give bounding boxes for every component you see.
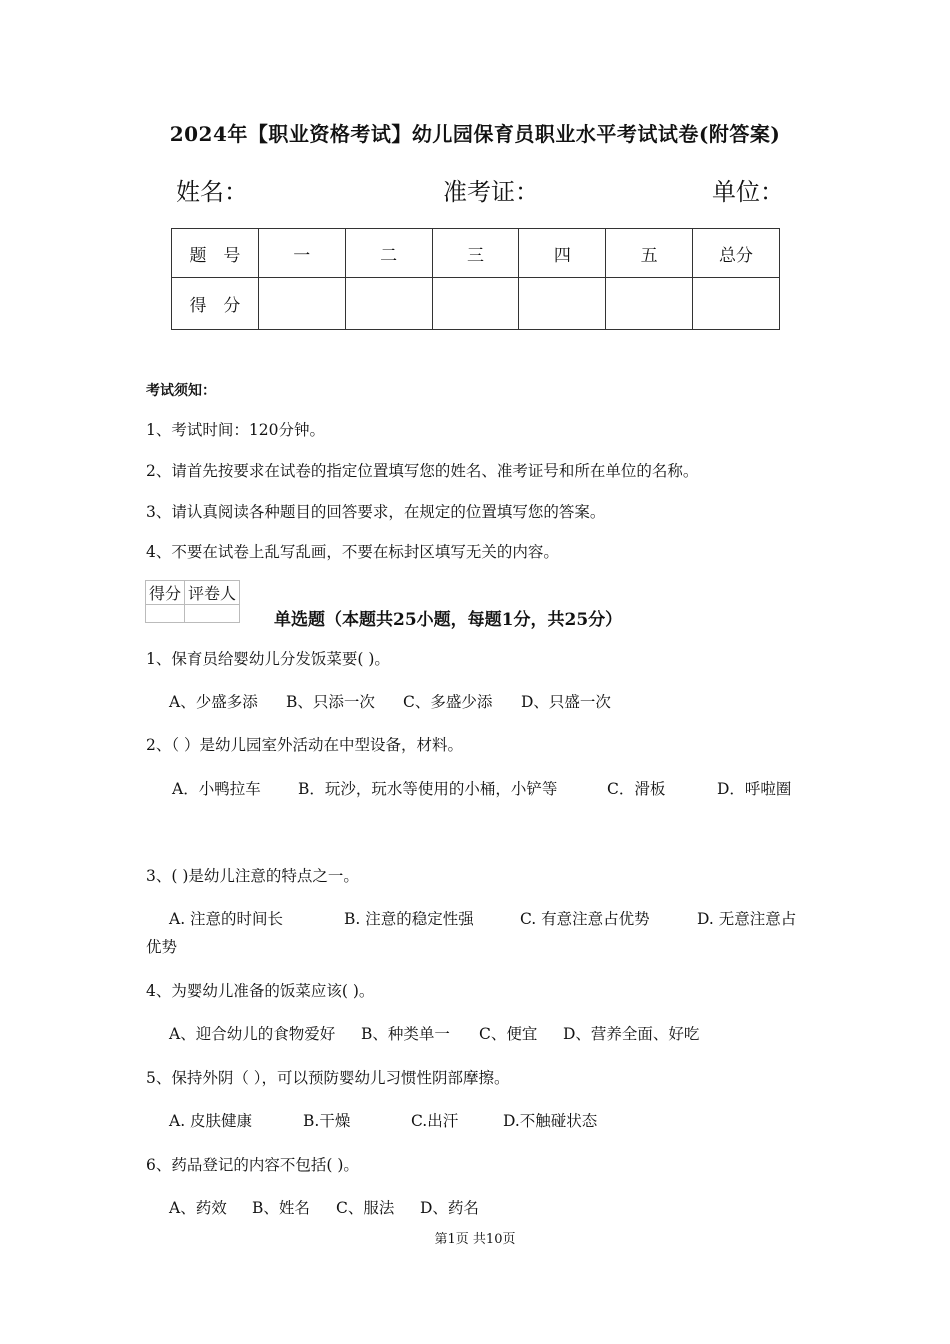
score-table-header-cell: 三: [432, 229, 519, 278]
score-table-header-cell: 一: [258, 229, 345, 278]
question-option: D、只盛一次: [521, 693, 611, 711]
grader-score-cell: [146, 605, 185, 623]
grader-box: [145, 580, 240, 623]
question-option: D. 无意注意占: [697, 910, 797, 928]
score-cell: [606, 278, 693, 330]
score-cell: [432, 278, 519, 330]
question-option: C.出汗: [411, 1112, 459, 1130]
score-cell: [258, 278, 345, 330]
question-option: D、药名: [420, 1199, 479, 1217]
notice-heading: 考试须知：: [146, 383, 216, 399]
question-option: D．呼啦圈: [717, 780, 792, 798]
page-footer: 第1页 共10页: [434, 1232, 516, 1247]
question-option: D.不触碰状态: [503, 1112, 598, 1130]
unit-field-label: 单位：: [712, 178, 784, 206]
grader-name-cell: [185, 605, 240, 623]
question-option: A．小鸭拉车: [172, 780, 261, 798]
question-option: A、迎合幼儿的食物爱好: [169, 1025, 336, 1043]
question-option-wrap: 优势: [146, 938, 178, 956]
score-table-score-row: [172, 278, 780, 330]
question-option: B．玩沙，玩水等使用的小桶，小铲等: [298, 780, 558, 798]
section-title: 单选题（本题共25小题，每题1分，共25分）: [274, 610, 623, 630]
notice-item: 1、考试时间：120分钟。: [146, 421, 325, 439]
question-option: B、只添一次: [286, 693, 375, 711]
score-row-label: 得 分: [172, 278, 259, 330]
question-option: A. 皮肤健康: [169, 1112, 253, 1130]
question-stem: 5、保持外阴（ ），可以预防婴幼儿习惯性阴部摩擦。: [146, 1069, 510, 1087]
exam-id-field-label: 准考证：: [443, 178, 539, 206]
score-table-header-cell: 四: [519, 229, 606, 278]
name-field-label: 姓名：: [176, 178, 248, 206]
exam-title: 2024年【职业资格考试】幼儿园保育员职业水平考试试卷(附答案): [169, 122, 781, 146]
notice-item: 3、请认真阅读各种题目的回答要求，在规定的位置填写您的答案。: [146, 503, 606, 521]
score-table-header-row: [172, 229, 780, 278]
grader-name-label: 评卷人: [185, 581, 240, 605]
grader-score-label: 得分: [146, 581, 185, 605]
question-option: C、多盛少添: [403, 693, 493, 711]
question-option: C．滑板: [607, 780, 666, 798]
question-stem: 1、保育员给婴幼儿分发饭菜要( )。: [146, 650, 390, 668]
score-cell: [693, 278, 780, 330]
question-stem: 6、药品登记的内容不包括( )。: [146, 1156, 359, 1174]
question-option: B.干燥: [303, 1112, 351, 1130]
question-stem: 2、（ ）是幼儿园室外活动在中型设备，材料。: [146, 736, 464, 754]
score-table-header-cell: 二: [345, 229, 432, 278]
score-cell: [345, 278, 432, 330]
notice-item: 4、不要在试卷上乱写乱画，不要在标封区填写无关的内容。: [146, 543, 559, 561]
question-option: A. 注意的时间长: [169, 910, 284, 928]
score-table: [171, 228, 780, 330]
question-option: B、姓名: [252, 1199, 310, 1217]
question-option: A、药效: [169, 1199, 227, 1217]
score-cell: [519, 278, 606, 330]
question-option: D、营养全面、好吃: [563, 1025, 700, 1043]
question-option: C、便宜: [479, 1025, 538, 1043]
question-stem: 3、( )是幼儿注意的特点之一。: [146, 867, 359, 885]
score-table-header-cell: 总分: [693, 229, 780, 278]
question-option: A、少盛多添: [169, 693, 258, 711]
question-stem: 4、为婴幼儿准备的饭菜应该( )。: [146, 982, 375, 1000]
question-option: B、种类单一: [361, 1025, 450, 1043]
score-table-header-cell: 五: [606, 229, 693, 278]
score-table-header-cell: 题 号: [172, 229, 259, 278]
question-option: C. 有意注意占优势: [520, 910, 650, 928]
notice-item: 2、请首先按要求在试卷的指定位置填写您的姓名、准考证号和所在单位的名称。: [146, 462, 699, 480]
question-option: B. 注意的稳定性强: [344, 910, 474, 928]
question-option: C、服法: [336, 1199, 395, 1217]
